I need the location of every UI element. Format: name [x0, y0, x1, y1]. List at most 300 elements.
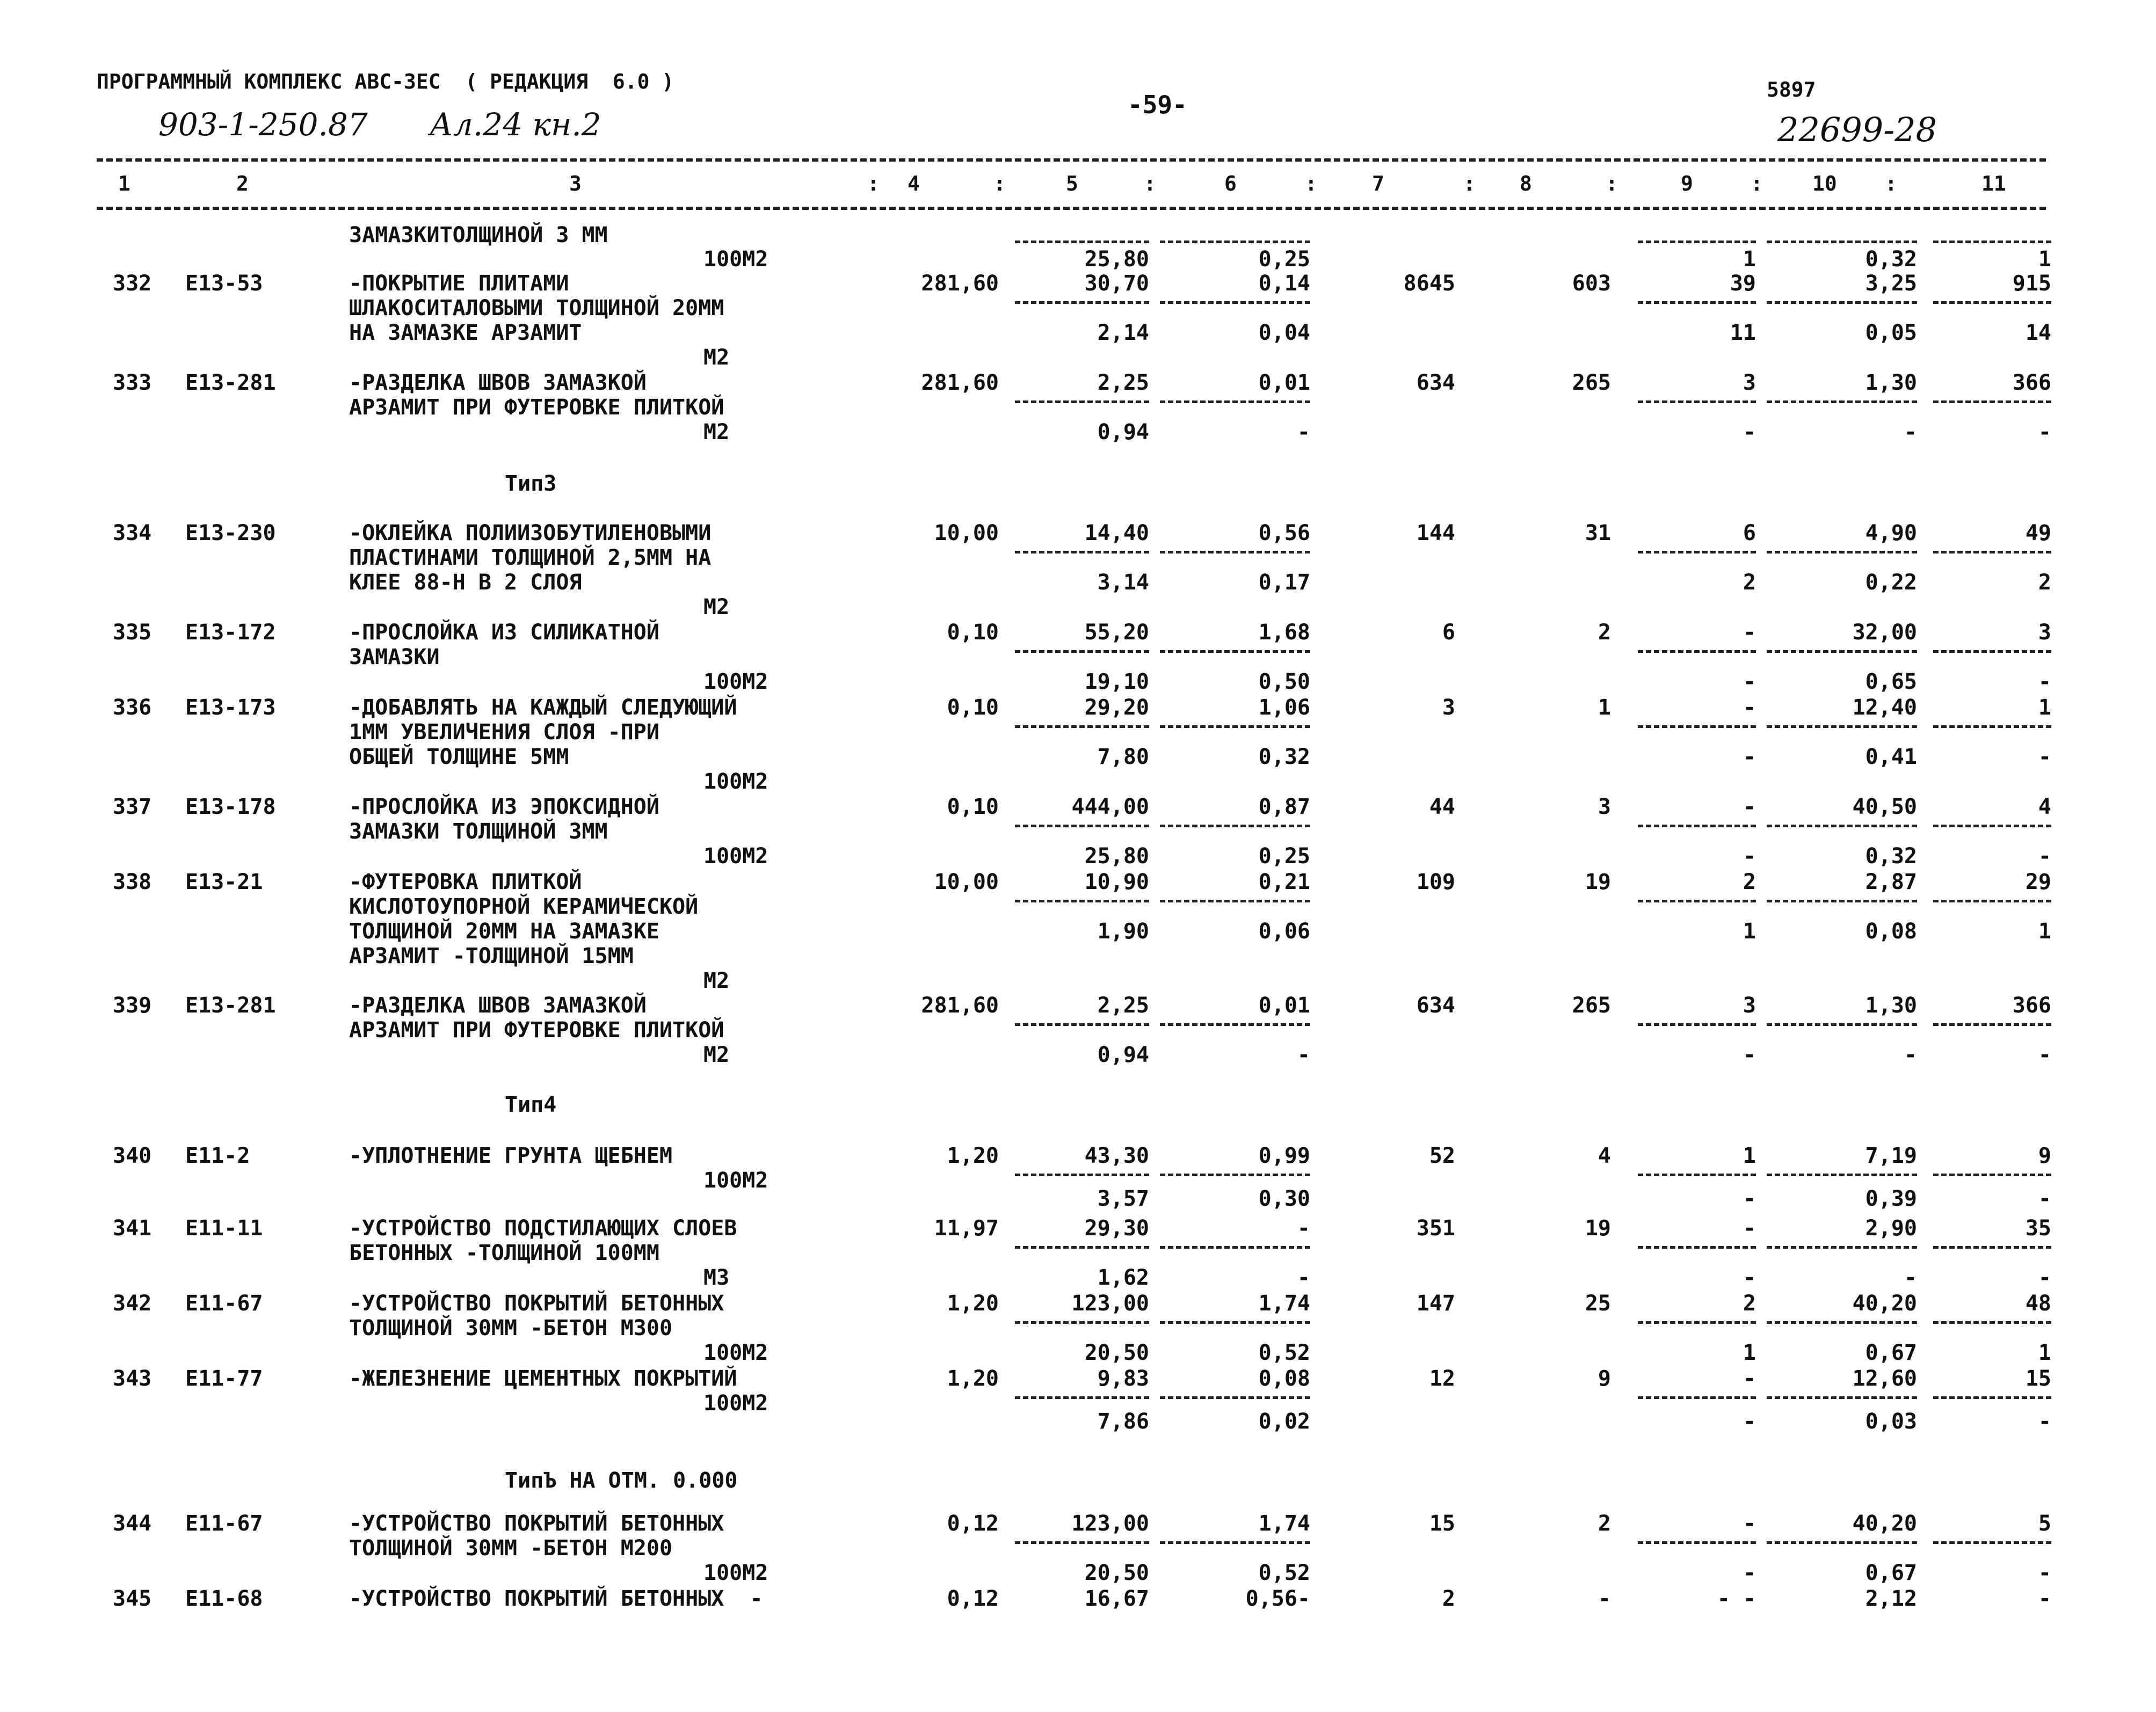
row-rule: [1160, 551, 1310, 553]
row-c8: 2: [1598, 620, 1611, 645]
row-c10: 12,40: [1852, 695, 1917, 720]
row-description: -УСТРОЙСТВО ПОКРЫТИЙ БЕТОННЫХ -: [349, 1586, 763, 1611]
row-rule: [1933, 825, 2051, 827]
row-c6: 0,99: [1258, 1143, 1310, 1168]
row-c10-secondary: 0,05: [1865, 320, 1917, 345]
row-rule: [1015, 1246, 1149, 1249]
row-description: -УСТРОЙСТВО ПОДСТИЛАЮЩИХ СЛОЕВ: [349, 1216, 737, 1241]
row-c6-secondary: 0,25: [1258, 844, 1310, 869]
row-c11: 4: [2038, 795, 2051, 819]
row-rule: [1933, 400, 2051, 403]
row-number: 334: [113, 521, 152, 545]
row-c6: 0,08: [1258, 1366, 1310, 1391]
column-separator: :: [1885, 172, 1897, 195]
row-description: АРЗАМИТ -ТОЛЩИНОЙ 15ММ: [349, 944, 634, 968]
column-separator: :: [1144, 172, 1156, 195]
row-c6-secondary: 0,04: [1258, 320, 1310, 345]
row-code: Е11-11: [185, 1216, 263, 1241]
continuation-desc: ЗАМАЗКИТОЛЩИНОЙ 3 ММ: [349, 223, 608, 247]
row-c11-secondary: 2: [2038, 570, 2051, 595]
row-c11: 9: [2038, 1143, 2051, 1168]
row-rule: [1767, 301, 1917, 304]
row-description: КИСЛОТОУПОРНОЙ КЕРАМИЧЕСКОЙ: [349, 894, 699, 919]
row-c11-secondary: -: [2038, 745, 2051, 769]
row-c8: 19: [1585, 870, 1611, 894]
row-c5: 29,30: [1084, 1216, 1149, 1241]
row-rule: [1160, 1174, 1310, 1176]
row-c11: 3: [2038, 620, 2051, 645]
row-c6-secondary: 0,32: [1258, 745, 1310, 769]
row-c10: 1,30: [1865, 370, 1917, 395]
row-description: -УПЛОТНЕНИЕ ГРУНТА ЩЕБНЕМ: [349, 1143, 673, 1168]
row-unit: 100М2: [703, 1168, 768, 1193]
row-c4: 281,60: [921, 370, 999, 395]
row-rule: [1767, 1541, 1917, 1544]
column-separator: :: [1606, 172, 1618, 195]
row-c5-secondary: 25,80: [1084, 844, 1149, 869]
row-code: Е13-178: [185, 795, 276, 819]
row-number: 335: [113, 620, 152, 645]
row-description: -ПРОСЛОЙКА ИЗ ЭПОКСИДНОЙ: [349, 795, 659, 819]
row-c11-secondary: -: [2038, 1186, 2051, 1211]
row-description: -ДОБАВЛЯТЬ НА КАЖДЫЙ СЛЕДУЮЩИЙ: [349, 695, 737, 720]
row-c11-secondary: -: [2038, 669, 2051, 694]
row-rule: [1767, 1174, 1917, 1176]
row-c8: 19: [1585, 1216, 1611, 1241]
continuation-rule: [1767, 241, 1917, 243]
row-unit: 100М2: [703, 669, 768, 694]
row-c9: -: [1743, 1366, 1756, 1391]
row-c9: -: [1743, 695, 1756, 720]
row-c6-secondary: 0,50: [1258, 669, 1310, 694]
continuation-rule: [1933, 241, 2051, 243]
row-c9-secondary: 11: [1730, 320, 1756, 345]
row-unit: 100М2: [703, 769, 768, 794]
row-c10: 40,20: [1852, 1511, 1917, 1536]
row-c9-secondary: -: [1743, 745, 1756, 769]
row-c9-secondary: -: [1743, 1409, 1756, 1434]
row-c6: 0,01: [1258, 370, 1310, 395]
row-c8: 9: [1598, 1366, 1611, 1391]
row-description: ТОЛЩИНОЙ 30ММ -БЕТОН М200: [349, 1536, 673, 1561]
row-c6: 1,74: [1258, 1511, 1310, 1536]
row-c10: 3,25: [1865, 271, 1917, 296]
row-rule: [1015, 400, 1149, 403]
row-code: Е11-67: [185, 1291, 263, 1316]
row-rule: [1933, 900, 2051, 902]
row-c7: 12: [1429, 1366, 1455, 1391]
row-rule: [1015, 825, 1149, 827]
row-c5: 14,40: [1084, 521, 1149, 545]
row-c4: 10,00: [934, 521, 999, 545]
row-c11-secondary: -: [2038, 1043, 2051, 1067]
row-description: -РАЗДЕЛКА ШВОВ ЗАМАЗКОЙ: [349, 993, 647, 1018]
row-c6: 0,14: [1258, 271, 1310, 296]
row-rule: [1767, 650, 1917, 653]
row-description: -ФУТЕРОВКА ПЛИТКОЙ: [349, 870, 582, 894]
row-code: Е11-77: [185, 1366, 263, 1391]
row-c7: 109: [1416, 870, 1455, 894]
row-rule: [1638, 1246, 1756, 1249]
row-rule: [1638, 1321, 1756, 1324]
row-code: Е11-2: [185, 1143, 250, 1168]
row-description: 1ММ УВЕЛИЧЕНИЯ СЛОЯ -ПРИ: [349, 720, 659, 745]
column-header-9: 9: [1681, 172, 1693, 195]
row-rule: [1638, 1174, 1756, 1176]
row-description: -РАЗДЕЛКА ШВОВ ЗАМАЗКОЙ: [349, 370, 647, 395]
row-c11-secondary: 14: [2025, 320, 2051, 345]
row-c9-secondary: -: [1743, 1265, 1756, 1290]
row-rule: [1767, 551, 1917, 553]
row-c10-secondary: 0,03: [1865, 1409, 1917, 1434]
row-rule: [1767, 1023, 1917, 1026]
row-c7: 6: [1442, 620, 1455, 645]
row-unit: М2: [703, 1043, 730, 1067]
row-c11: 29: [2025, 870, 2051, 894]
row-c4: 0,10: [947, 795, 999, 819]
row-description: НА ЗАМАЗКЕ АРЗАМИТ: [349, 320, 582, 345]
row-c10-secondary: 0,65: [1865, 669, 1917, 694]
row-rule: [1767, 725, 1917, 728]
row-rule: [1160, 1541, 1310, 1544]
row-c9: 3: [1743, 370, 1756, 395]
continuation-c6: 0,25: [1258, 247, 1310, 272]
row-c11: 49: [2025, 521, 2051, 545]
row-unit: 100М2: [703, 844, 768, 869]
row-description: ШЛАКОСИТАЛОВЫМИ ТОЛЩИНОЙ 20ММ: [349, 296, 724, 320]
row-rule: [1638, 725, 1756, 728]
row-c10-secondary: 0,08: [1865, 919, 1917, 944]
section-heading-tip3: Тип3: [505, 471, 557, 496]
row-c5: 9,83: [1097, 1366, 1149, 1391]
row-rule: [1933, 650, 2051, 653]
row-c11-secondary: -: [2038, 1409, 2051, 1434]
row-unit: 100М2: [703, 1341, 768, 1365]
row-rule: [1933, 1541, 2051, 1544]
row-c8: 603: [1572, 271, 1611, 296]
row-c5: 444,00: [1071, 795, 1149, 819]
row-c9: 3: [1743, 993, 1756, 1018]
row-rule: [1933, 301, 2051, 304]
row-rule: [1015, 1174, 1149, 1176]
album-ref: Ал.24 кн.2: [430, 106, 601, 143]
row-c9: -: [1743, 620, 1756, 645]
row-rule: [1933, 1246, 2051, 1249]
row-rule: [1638, 400, 1756, 403]
section-heading-tip5: ТипЪ НА ОТМ. 0.000: [505, 1468, 738, 1493]
row-c6: 0,87: [1258, 795, 1310, 819]
row-c11-secondary: 1: [2038, 1341, 2051, 1365]
row-description: -ЖЕЛЕЗНЕНИЕ ЦЕМЕНТНЫХ ПОКРЫТИЙ: [349, 1366, 737, 1391]
row-c5-secondary: 0,94: [1097, 420, 1149, 445]
row-c7: 634: [1416, 993, 1455, 1018]
row-unit: 100М2: [703, 1391, 768, 1416]
column-header-4: 4: [908, 172, 920, 195]
continuation-c11: 1: [2038, 247, 2051, 272]
row-code: Е13-281: [185, 993, 276, 1018]
row-c10-secondary: 0,41: [1865, 745, 1917, 769]
row-c4: 281,60: [921, 271, 999, 296]
row-c11: 1: [2038, 695, 2051, 720]
row-description: -УСТРОЙСТВО ПОКРЫТИЙ БЕТОННЫХ: [349, 1511, 724, 1536]
column-header-1: 1: [118, 172, 130, 195]
row-c6: 0,01: [1258, 993, 1310, 1018]
row-c9: -: [1743, 1511, 1756, 1536]
row-c8: 2: [1598, 1511, 1611, 1536]
row-rule: [1160, 1246, 1310, 1249]
column-header-10: 10: [1812, 172, 1837, 195]
row-rule: [1638, 650, 1756, 653]
row-code: Е13-21: [185, 870, 263, 894]
row-c11: 5: [2038, 1511, 2051, 1536]
row-c7: 351: [1416, 1216, 1455, 1241]
row-rule: [1160, 725, 1310, 728]
row-rule: [1933, 1023, 2051, 1026]
row-c6: 1,68: [1258, 620, 1310, 645]
row-number: 333: [113, 370, 152, 395]
row-rule: [1015, 900, 1149, 902]
row-number: 341: [113, 1216, 152, 1241]
continuation-rule: [1638, 241, 1756, 243]
row-number: 345: [113, 1586, 152, 1611]
row-c5-secondary: 0,94: [1097, 1043, 1149, 1067]
continuation-c5: 25,80: [1084, 247, 1149, 272]
continuation-c9: 1: [1743, 247, 1756, 272]
row-rule: [1638, 900, 1756, 902]
row-c7: 52: [1429, 1143, 1455, 1168]
row-c10-secondary: -: [1904, 1043, 1917, 1067]
sheet-number: 5897: [1767, 78, 1816, 101]
column-separator: :: [1305, 172, 1317, 195]
column-header-7: 7: [1372, 172, 1384, 195]
row-code: Е13-173: [185, 695, 276, 720]
row-c9: -: [1743, 795, 1756, 819]
row-rule: [1933, 725, 2051, 728]
row-c6-secondary: 0,06: [1258, 919, 1310, 944]
row-c7: 634: [1416, 370, 1455, 395]
row-rule: [1638, 1396, 1756, 1399]
row-c5: 2,25: [1097, 993, 1149, 1018]
row-c6-secondary: -: [1297, 1043, 1310, 1067]
row-c6: 0,56: [1258, 521, 1310, 545]
row-c11: 48: [2025, 1291, 2051, 1316]
row-c6-secondary: -: [1297, 420, 1310, 445]
row-rule: [1638, 551, 1756, 553]
column-header-5: 5: [1066, 172, 1078, 195]
row-c7: 3: [1442, 695, 1455, 720]
row-c10: 1,30: [1865, 993, 1917, 1018]
row-unit: М2: [703, 345, 730, 370]
row-c4: 0,12: [947, 1586, 999, 1611]
row-c9-secondary: -: [1743, 669, 1756, 694]
row-c5-secondary: 3,57: [1097, 1186, 1149, 1211]
row-rule: [1767, 1246, 1917, 1249]
row-description: ТОЛЩИНОЙ 30ММ -БЕТОН М300: [349, 1316, 673, 1341]
row-c9-secondary: -: [1743, 1561, 1756, 1585]
row-c9: -: [1743, 1216, 1756, 1241]
row-c7: 147: [1416, 1291, 1455, 1316]
row-c8: 265: [1572, 993, 1611, 1018]
row-c5: 55,20: [1084, 620, 1149, 645]
row-c10: 2,90: [1865, 1216, 1917, 1241]
column-header-8: 8: [1520, 172, 1532, 195]
row-rule: [1015, 551, 1149, 553]
column-header-6: 6: [1224, 172, 1237, 195]
continuation-unit: 100М2: [703, 247, 768, 272]
row-c10: 32,00: [1852, 620, 1917, 645]
row-c10: 40,50: [1852, 795, 1917, 819]
row-c9-secondary: -: [1743, 1186, 1756, 1211]
row-c7: 144: [1416, 521, 1455, 545]
row-c5: 29,20: [1084, 695, 1149, 720]
row-c10: 2,12: [1865, 1586, 1917, 1611]
row-rule: [1767, 1321, 1917, 1324]
doc-ref: 903-1-250.87: [158, 106, 368, 143]
row-c4: 11,97: [934, 1216, 999, 1241]
row-rule: [1160, 900, 1310, 902]
row-c9: 2: [1743, 870, 1756, 894]
row-c6-secondary: 0,52: [1258, 1561, 1310, 1585]
row-description: ЗАМАЗКИ: [349, 645, 440, 669]
row-c10-secondary: 0,32: [1865, 844, 1917, 869]
row-c7: 8645: [1403, 271, 1455, 296]
row-c6: 1,06: [1258, 695, 1310, 720]
row-c11-secondary: -: [2038, 844, 2051, 869]
row-rule: [1638, 825, 1756, 827]
row-description: АРЗАМИТ ПРИ ФУТЕРОВКЕ ПЛИТКОЙ: [349, 1018, 724, 1043]
row-c6: 0,21: [1258, 870, 1310, 894]
row-unit: М2: [703, 420, 730, 445]
row-c5: 123,00: [1071, 1291, 1149, 1316]
row-c9-secondary: -: [1743, 1043, 1756, 1067]
column-separator: :: [1463, 172, 1476, 195]
row-rule: [1015, 301, 1149, 304]
row-description: ПЛАСТИНАМИ ТОЛЩИНОЙ 2,5ММ НА: [349, 545, 712, 570]
row-c9-secondary: -: [1743, 844, 1756, 869]
continuation-rule: [1160, 241, 1310, 243]
row-c10: 2,87: [1865, 870, 1917, 894]
row-c6-secondary: 0,02: [1258, 1409, 1310, 1434]
row-c8: 3: [1598, 795, 1611, 819]
row-c6-secondary: 0,30: [1258, 1186, 1310, 1211]
row-c11: 35: [2025, 1216, 2051, 1241]
row-number: 344: [113, 1511, 152, 1536]
row-c8: -: [1598, 1586, 1611, 1611]
row-c6-secondary: 0,17: [1258, 570, 1310, 595]
row-unit: 100М2: [703, 1561, 768, 1585]
row-c10-secondary: 0,67: [1865, 1561, 1917, 1585]
row-number: 336: [113, 695, 152, 720]
page-number: -59-: [1128, 90, 1187, 119]
row-rule: [1767, 400, 1917, 403]
row-c9: 1: [1743, 1143, 1756, 1168]
row-rule: [1638, 1023, 1756, 1026]
row-c4: 10,00: [934, 870, 999, 894]
row-rule: [1015, 1396, 1149, 1399]
row-c5-secondary: 20,50: [1084, 1341, 1149, 1365]
row-rule: [1160, 1321, 1310, 1324]
row-c5-secondary: 1,62: [1097, 1265, 1149, 1290]
row-rule: [1015, 725, 1149, 728]
row-rule: [1767, 900, 1917, 902]
row-c8: 25: [1585, 1291, 1611, 1316]
header-rule-top: [97, 158, 2046, 162]
row-rule: [1160, 825, 1310, 827]
row-c11-secondary: -: [2038, 420, 2051, 445]
row-c6: -: [1297, 1216, 1310, 1241]
row-number: 342: [113, 1291, 152, 1316]
row-c9-secondary: -: [1743, 420, 1756, 445]
row-c11: 366: [2012, 370, 2051, 395]
row-description: -ПРОСЛОЙКА ИЗ СИЛИКАТНОЙ: [349, 620, 659, 645]
row-unit: М3: [703, 1265, 730, 1290]
row-c4: 1,20: [947, 1366, 999, 1391]
row-c10-secondary: -: [1904, 420, 1917, 445]
row-c5: 43,30: [1084, 1143, 1149, 1168]
continuation-c10: 0,32: [1865, 247, 1917, 272]
row-c9-secondary: 2: [1743, 570, 1756, 595]
row-c7: 44: [1429, 795, 1455, 819]
row-rule: [1638, 1541, 1756, 1544]
row-c11: 915: [2012, 271, 2051, 296]
row-c7: 2: [1442, 1586, 1455, 1611]
row-c9-secondary: 1: [1743, 1341, 1756, 1365]
row-code: Е11-68: [185, 1586, 263, 1611]
row-rule: [1015, 650, 1149, 653]
column-header-3: 3: [569, 172, 582, 195]
row-c5: 16,67: [1084, 1586, 1149, 1611]
row-description: БЕТОННЫХ -ТОЛЩИНОЙ 100ММ: [349, 1241, 659, 1265]
column-header-11: 11: [1981, 172, 2006, 195]
row-number: 338: [113, 870, 152, 894]
row-c4: 1,20: [947, 1291, 999, 1316]
header-rule-bottom: [97, 207, 2046, 210]
column-separator: :: [1751, 172, 1763, 195]
row-number: 343: [113, 1366, 152, 1391]
row-description: ЗАМАЗКИ ТОЛЩИНОЙ 3ММ: [349, 819, 608, 844]
row-c8: 1: [1598, 695, 1611, 720]
row-c9: 39: [1730, 271, 1756, 296]
row-rule: [1933, 1396, 2051, 1399]
row-c10-secondary: 0,39: [1865, 1186, 1917, 1211]
row-c10: 40,20: [1852, 1291, 1917, 1316]
row-c5-secondary: 3,14: [1097, 570, 1149, 595]
row-c4: 1,20: [947, 1143, 999, 1168]
row-rule: [1933, 1174, 2051, 1176]
row-rule: [1933, 551, 2051, 553]
row-rule: [1767, 1396, 1917, 1399]
row-c9: - -: [1717, 1586, 1756, 1611]
row-c11-secondary: -: [2038, 1265, 2051, 1290]
row-description: -ОКЛЕЙКА ПОЛИИЗОБУТИЛЕНОВЫМИ: [349, 521, 712, 545]
row-c8: 265: [1572, 370, 1611, 395]
row-c4: 0,12: [947, 1511, 999, 1536]
continuation-rule: [1015, 241, 1149, 243]
row-rule: [1638, 301, 1756, 304]
row-c6-secondary: 0,52: [1258, 1341, 1310, 1365]
row-c5: 2,25: [1097, 370, 1149, 395]
row-c11: -: [2038, 1586, 2051, 1611]
project-code: 22699-28: [1777, 110, 1937, 149]
row-c11: 366: [2012, 993, 2051, 1018]
row-description: ТОЛЩИНОЙ 20ММ НА ЗАМАЗКЕ: [349, 919, 659, 944]
row-c11-secondary: -: [2038, 1561, 2051, 1585]
row-c6-secondary: -: [1297, 1265, 1310, 1290]
row-rule: [1767, 825, 1917, 827]
row-rule: [1160, 650, 1310, 653]
column-separator: :: [993, 172, 1006, 195]
row-number: 340: [113, 1143, 152, 1168]
